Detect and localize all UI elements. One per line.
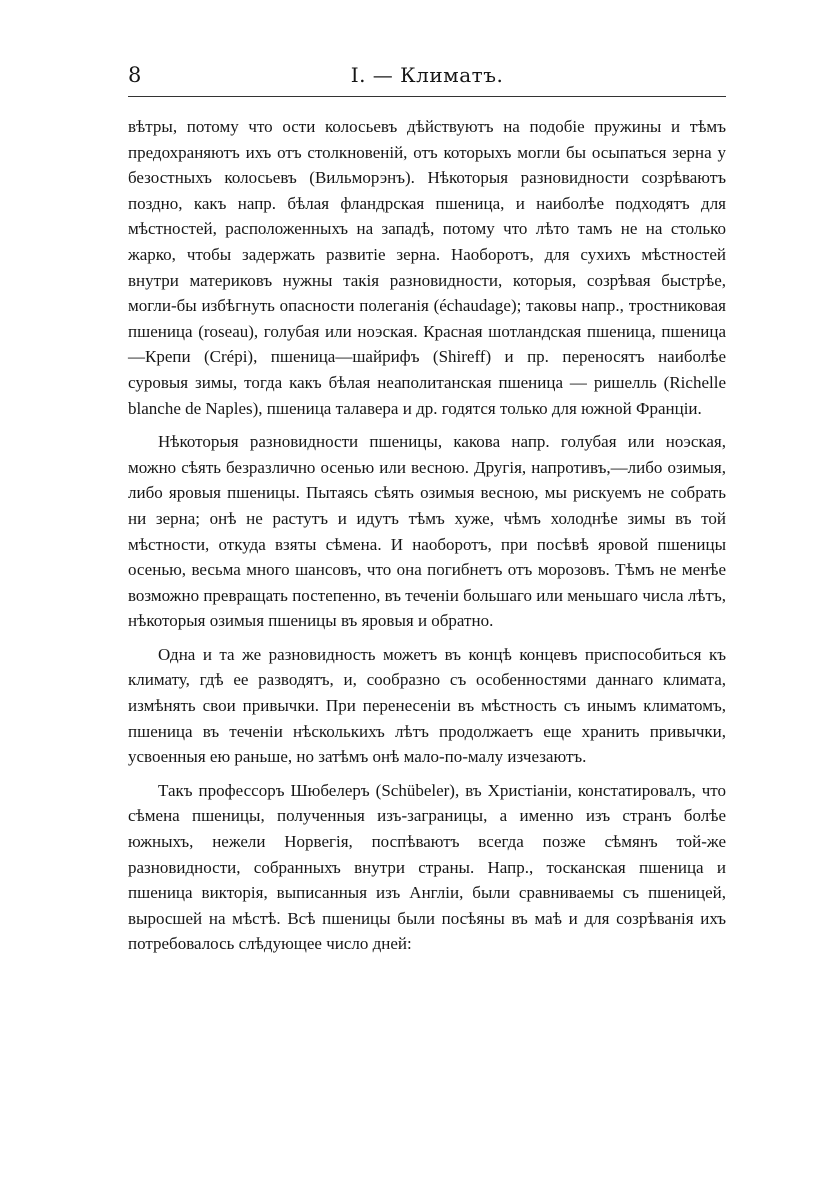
paragraph-continuation: вѣтры, потому что ости колосьевъ дѣйствуютъ на подобіе пружины и тѣмъ предохраняютъ ихъ отъ столкновеній, отъ которыхъ могли бы осыпаться зерна у безостныхъ колосьевъ (Вильморэнъ). Нѣкоторыя разновидности созрѣваютъ поздно, какъ напр. бѣлая фландрская пшеница, и наиболѣе подходятъ для мѣстностей, расположенныхъ на западѣ, потому что лѣто тамъ не на столько жарко, чтобы задержать развитіе зерна. Наоборотъ, для сухихъ мѣстностей внутри материковъ нужны такія разновидности, которыя, созрѣвая быстрѣе, могли-бы избѣгнуть опасности полеганія (échaudage); таковы напр., тростниковая пшеница (roseau), голубая или ноэская. Красная шотландская пшеница, пшеница—Крепи (Crépi), пшеница—шайрифъ (Shireff) и пр. переносятъ наиболѣе суровыя зимы, тогда какъ бѣлая неаполитанская пшеница — ришелль (Richelle blanche de Naples), пшеница талавера и др. годятся только для южной Франціи. (128, 117, 726, 418)
page-number: 8 (128, 63, 142, 87)
running-header (128, 62, 726, 94)
chapter-title: I. — Климатъ. (350, 63, 504, 87)
paragraph-schubeler: Такъ профессоръ Шюбелеръ (Schübeler), въ Христіаніи, констатировалъ, что сѣмена пшеницы, полученныя изъ-заграницы, а именно изъ странъ болѣе южныхъ, нежели Норвегія, поспѣваютъ всегда позже сѣмянъ той-же разновидности, собранныхъ внутри страны. Напр., тосканская пшеница и пшеница викторія, выписанныя изъ Англіи, были сравниваемы съ пшеницей, выросшей на мѣстѣ. Всѣ пшеницы были посѣяны въ маѣ и для созрѣванія ихъ потребовалось слѣдующее число дней: (128, 780, 726, 954)
header-divider (128, 96, 726, 97)
body-text (128, 114, 726, 965)
paragraph-adaptation: Одна и та же разновидность можетъ въ концѣ концевъ приспособиться къ климату, гдѣ ее разводятъ, и, сообразно съ особенностями даннаго климата, измѣнять свои привычки. При перенесеніи въ мѣстность съ инымъ климатомъ, пшеница въ теченіи нѣсколькихъ лѣтъ продолжаетъ еще хранить привычки, усвоенныя ею раньше, но затѣмъ онѣ мало-по-малу изчезаютъ. (128, 644, 726, 767)
paragraph-winter-spring-wheat: Нѣкоторыя разновидности пшеницы, какова напр. голубая или ноэская, можно сѣять безразлично осенью или весною. Другія, напротивъ,—либо озимыя, либо яровыя пшеницы. Пытаясь сѣять озимыя весною, мы рискуемъ не собрать ни зерна; онѣ не растутъ и идутъ тѣмъ хуже, чѣмъ холоднѣе зимы въ той мѣстности, откуда взяты сѣмена. И наоборотъ, при посѣвѣ яровой пшеницы осенью, весьма много шансовъ, что она погибнетъ отъ морозовъ. Тѣмъ не менѣе возможно превращать постепенно, въ теченіи большаго или меньшаго числа лѣтъ, нѣкоторыя озимыя пшеницы въ яровыя и обратно. (128, 432, 726, 631)
